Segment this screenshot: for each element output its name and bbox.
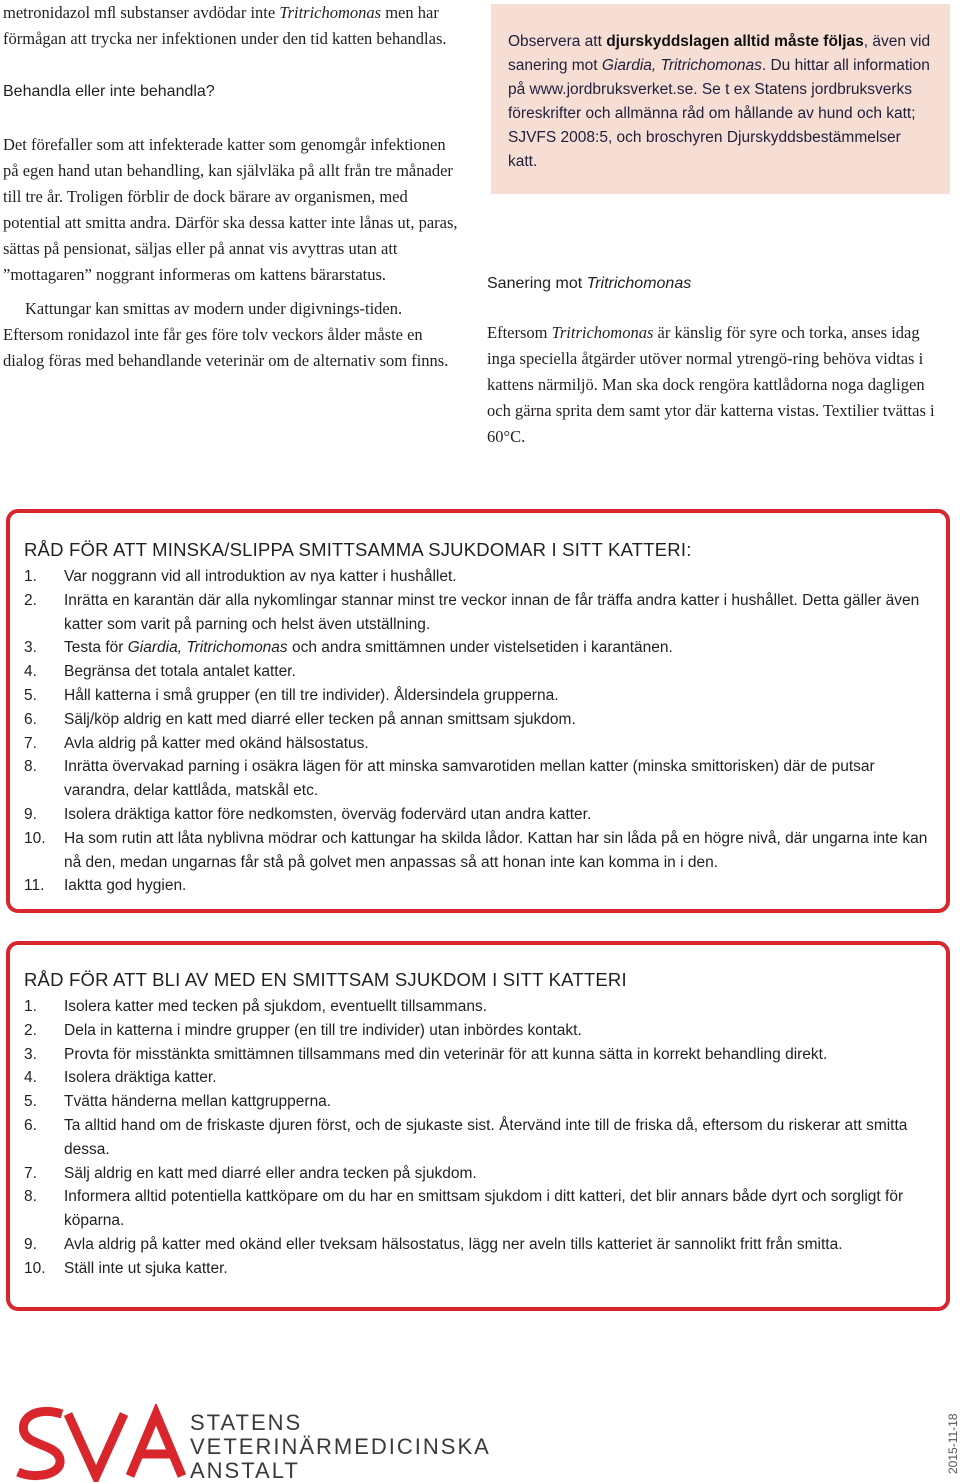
list-item bbox=[24, 660, 932, 684]
left-subheading: Behandla eller inte behandla? bbox=[3, 83, 215, 100]
list-item-text: Ha som rutin att låta nyblivna mödrar och kattungar ha skilda lådor. Kattan har sin låda på en högre nivå, där ungarna inte kan nå den, medan ungarnas får stå på golvet men anpassas så att honan inte kan komma in i den. bbox=[64, 829, 928, 871]
right-heading-italic: Tritrichomonas bbox=[586, 275, 692, 292]
list-item-number: 10. bbox=[24, 1259, 46, 1277]
footer-organization-name bbox=[190, 1411, 491, 1483]
right-heading bbox=[487, 272, 949, 296]
note-text-1: Observera att bbox=[508, 33, 607, 50]
left-p1-rest: men har förmågan att trycka ner infektionen under den tid katten behandlas. bbox=[3, 3, 447, 48]
list-item bbox=[24, 732, 932, 756]
sva-logo-icon bbox=[14, 1404, 189, 1482]
list-item bbox=[24, 1114, 932, 1162]
list-item-number: 10. bbox=[24, 829, 46, 847]
list-item bbox=[24, 1019, 932, 1043]
list-item bbox=[24, 1257, 932, 1281]
list-item bbox=[24, 1090, 932, 1114]
left-paragraph-3: Kattungar kan smittas av modern under digivnings-tiden. Eftersom ronidazol inte får ges före tolv veckors ålder måste en dialog föras med behandlande veterinär om de alternativ som finns. bbox=[3, 299, 449, 370]
advice-box-reduce-title: RÅD FÖR ATT MINSKA/SLIPPA SMITTSAMMA SJUKDOMAR I SITT KATTERI: bbox=[24, 539, 692, 560]
list-item-text: Provta för misstänkta smittämnen tillsammans med din veterinär för att kunna sätta in korrekt behandling direkt. bbox=[64, 1045, 828, 1063]
left-p1-italic: Tritrichomonas bbox=[279, 3, 382, 22]
right-column bbox=[487, 272, 949, 450]
advice-box-eliminate-title: RÅD FÖR ATT BLI AV MED EN SMITTSAM SJUKDOM I SITT KATTERI bbox=[24, 969, 627, 990]
advice-box-eliminate bbox=[6, 941, 950, 1311]
list-item-text: Håll katterna i små grupper (en till tre individer). Åldersindela grupperna. bbox=[64, 686, 559, 704]
list-item bbox=[24, 827, 932, 875]
note-text-2: , även vid sanering mot bbox=[508, 33, 931, 74]
list-item-text: Dela in katterna i mindre grupper (en till tre individer) utan inbördes kontakt. bbox=[64, 1021, 582, 1039]
org-line-2: VETERINÄRMEDICINSKA bbox=[190, 1434, 491, 1459]
list-item-number: 4. bbox=[24, 663, 37, 681]
list-item-number: 9. bbox=[24, 1235, 37, 1253]
advice-list-reduce bbox=[24, 565, 932, 898]
list-item-number: 5. bbox=[24, 1093, 37, 1111]
list-item-text: Begränsa det totala antalet katter. bbox=[64, 663, 296, 681]
note-italic: Giardia, Tritrichomonas bbox=[601, 57, 762, 74]
list-item bbox=[24, 1233, 932, 1257]
list-item-number: 8. bbox=[24, 1188, 37, 1206]
list-item-text: Isolera dräktiga katter. bbox=[64, 1069, 217, 1087]
list-item-number: 1. bbox=[24, 568, 37, 585]
list-item bbox=[24, 636, 932, 660]
list-item bbox=[24, 684, 932, 708]
left-p1-text: metronidazol mﬂ substanser avdödar inte bbox=[3, 3, 280, 22]
list-item bbox=[24, 1043, 932, 1067]
list-item-text: Isolera katter med tecken på sjukdom, eventuellt tillsammans. bbox=[64, 998, 487, 1015]
list-item-number: 5. bbox=[24, 686, 37, 704]
list-item-number: 2. bbox=[24, 591, 37, 609]
list-item-text: Inrätta en karantän där alla nykomlingar stannar minst tre veckor innan de får träffa andra katter i hushållet. Detta gäller även katter som varit på parning och helst även utställning. bbox=[64, 591, 920, 633]
list-item-text: Avla aldrig på katter med okänd eller tveksam hälsostatus, lägg ner aveln tills katteriet är sannolikt fritt från smitta. bbox=[64, 1235, 843, 1253]
list-item-text: Inrätta övervakad parning i osäkra lägen för att minska samvarotiden mellan katter (minska smittorisken) där de putsar varandra, delar kattlåda, matskål etc. bbox=[64, 758, 875, 800]
list-item-text: Informera alltid potentiella kattköpare om du har en smittsam sjukdom i ditt katteri, det blir annars både dyrt och sorgligt för köparna. bbox=[64, 1188, 904, 1230]
org-line-1: STATENS bbox=[190, 1410, 303, 1435]
list-item-number: 8. bbox=[24, 758, 37, 776]
left-column bbox=[3, 0, 465, 374]
note-box bbox=[491, 4, 950, 194]
footer-date: 2015-11-18 bbox=[946, 1413, 960, 1474]
right-p-italic: Tritrichomonas bbox=[551, 323, 654, 342]
list-item-text: Ta alltid hand om de friskaste djuren först, och de sjukaste sist. Återvänd inte till de friska då, eftersom du riskerar att smitta dessa. bbox=[64, 1116, 908, 1158]
list-item-text: Iaktta god hygien. bbox=[64, 877, 187, 895]
list-item-number: 7. bbox=[24, 734, 37, 752]
list-item bbox=[24, 589, 932, 637]
list-item-italic: Giardia, Tritrichomonas bbox=[127, 639, 288, 657]
list-item-text: Tvätta händerna mellan kattgrupperna. bbox=[64, 1093, 332, 1111]
list-item bbox=[24, 803, 932, 827]
list-item-number: 9. bbox=[24, 805, 37, 823]
list-item-text: Isolera dräktiga kattor före nedkomsten, överväg fodervärd utan andra katter. bbox=[64, 805, 592, 823]
left-paragraph-2: Det förefaller som att infekterade katter som genomgår infektionen på egen hand utan behandling, kan självläka på allt från tre månader till tre år. Troligen förblir de dock bärare av organismen, med potential att smitta andra. Därför ska dessa katter inte lånas ut, paras, sättas på pensionat, säljas eller på annat vis avyttras utan att ”mottagaren” noggrant informeras om kattens bärarstatus. bbox=[3, 135, 458, 284]
advice-list-eliminate bbox=[24, 995, 932, 1281]
list-item bbox=[24, 755, 932, 803]
advice-box-reduce bbox=[6, 509, 950, 913]
list-item-text: Sälj/köp aldrig en katt med diarré eller tecken på annan smittsam sjukdom. bbox=[64, 710, 576, 728]
left-paragraph-1 bbox=[3, 0, 465, 52]
list-item-text: Ställ inte ut sjuka katter. bbox=[64, 1259, 228, 1277]
list-item-number: 4. bbox=[24, 1069, 37, 1087]
org-line-3: ANSTALT bbox=[190, 1458, 300, 1483]
list-item-number: 11. bbox=[24, 877, 45, 895]
list-item-number: 3. bbox=[24, 639, 37, 657]
list-item-text: Sälj aldrig en katt med diarré eller andra tecken på sjukdom. bbox=[64, 1164, 477, 1182]
list-item-number: 1. bbox=[24, 998, 37, 1015]
note-text-3: . Du hittar all information på www.jordbruksverket.se. Se t ex Statens jordbruksverks föreskrifter och allmänna råd om hållande av hund och katt; SJVFS 2008:5, och broschyren Djurskyddsbestämmelser katt. bbox=[508, 57, 930, 170]
right-p-start: Eftersom bbox=[487, 323, 552, 342]
list-item-text: Avla aldrig på katter med okänd hälsostatus. bbox=[64, 734, 369, 752]
list-item bbox=[24, 1066, 932, 1090]
list-item-number: 6. bbox=[24, 1116, 37, 1134]
list-item-text-pre: Testa för bbox=[64, 639, 128, 657]
right-heading-plain: Sanering mot bbox=[487, 275, 587, 292]
list-item-text: Var noggrann vid all introduktion av nya katter i hushållet. bbox=[64, 568, 457, 585]
note-bold: djurskyddslagen alltid måste följas bbox=[606, 33, 864, 50]
list-item-text: och andra smittämnen under vistelsetiden i karantänen. bbox=[287, 639, 673, 657]
list-item bbox=[24, 1185, 932, 1233]
list-item-number: 7. bbox=[24, 1164, 37, 1182]
right-p-rest: är känslig för syre och torka, anses idag inga speciella åtgärder utöver normal ytrengö-ring behöva vidtas i kattens närmiljö. Man ska dock rengöra kattlådorna noga dagligen och gärna sprita dem samt ytor där katterna vistas. Textilier tvättas i 60°C. bbox=[487, 323, 935, 446]
list-item-number: 6. bbox=[24, 710, 37, 728]
list-item bbox=[24, 874, 932, 898]
list-item bbox=[24, 708, 932, 732]
list-item bbox=[24, 995, 932, 1019]
list-item bbox=[24, 1162, 932, 1186]
list-item-number: 3. bbox=[24, 1045, 37, 1063]
right-paragraph bbox=[487, 320, 949, 450]
list-item-number: 2. bbox=[24, 1021, 37, 1039]
list-item bbox=[24, 565, 932, 589]
